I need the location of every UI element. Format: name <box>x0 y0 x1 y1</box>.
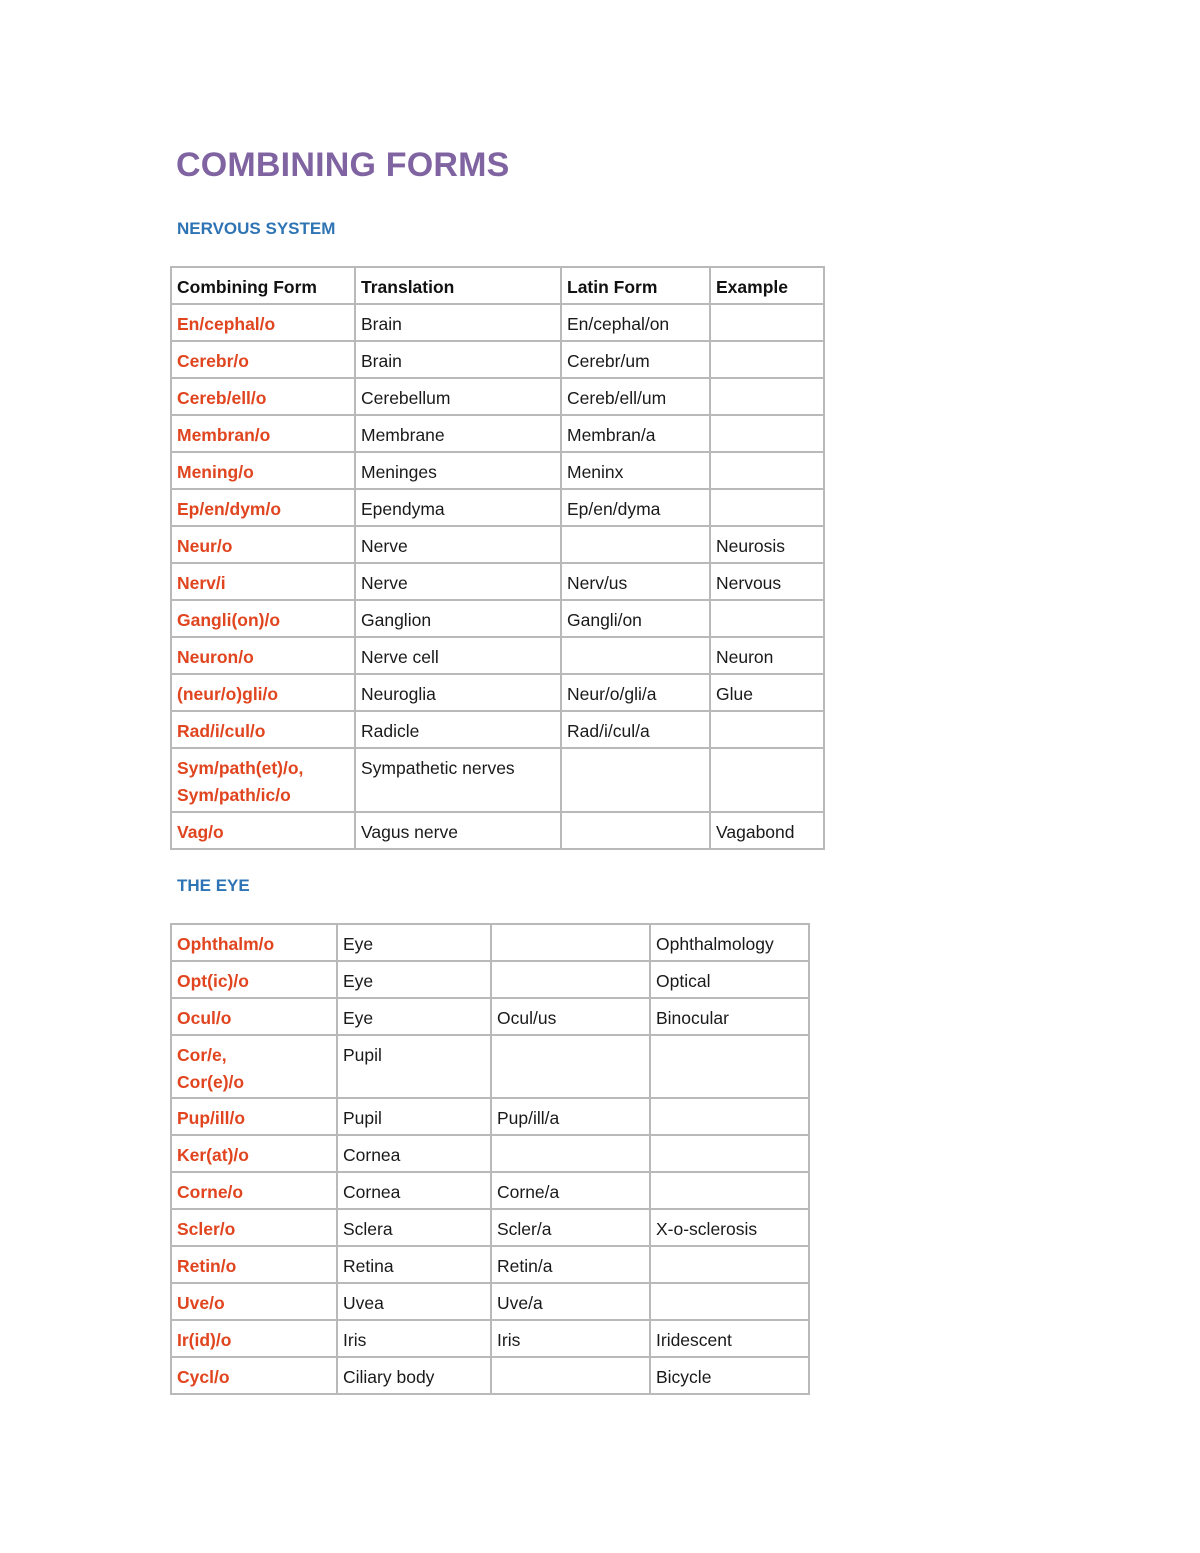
table-row <box>171 378 824 415</box>
latin-form-cell <box>561 748 710 812</box>
combining-form-cell: Ker(at)/o <box>171 1135 337 1172</box>
translation-cell: Uvea <box>337 1283 491 1320</box>
table-row <box>171 1172 809 1209</box>
translation-cell: Nerve <box>355 526 561 563</box>
example-cell <box>650 1098 809 1135</box>
latin-form-cell: Gangli/on <box>561 600 710 637</box>
example-cell <box>710 711 824 748</box>
translation-cell: Eye <box>337 924 491 961</box>
combining-form-cell: Pup/ill/o <box>171 1098 337 1135</box>
combining-form-cell: Neuron/o <box>171 637 355 674</box>
translation-cell: Sclera <box>337 1209 491 1246</box>
example-cell: Neuron <box>710 637 824 674</box>
latin-form-cell: Meninx <box>561 452 710 489</box>
example-cell: Ophthalmology <box>650 924 809 961</box>
page-title: COMBINING FORMS <box>176 146 510 184</box>
combining-form-cell: Corne/o <box>171 1172 337 1209</box>
combining-form-cell: Vag/o <box>171 812 355 849</box>
translation-cell: Cornea <box>337 1172 491 1209</box>
table-row <box>171 812 824 849</box>
translation-cell: Ependyma <box>355 489 561 526</box>
example-cell <box>650 1035 809 1098</box>
example-cell <box>650 1172 809 1209</box>
combining-form-cell: Scler/o <box>171 1209 337 1246</box>
example-cell: Glue <box>710 674 824 711</box>
example-cell <box>650 1135 809 1172</box>
latin-form-cell: Rad/i/cul/a <box>561 711 710 748</box>
table-row <box>171 415 824 452</box>
example-cell <box>710 341 824 378</box>
combining-form-cell: Nerv/i <box>171 563 355 600</box>
example-cell <box>710 304 824 341</box>
combining-form-cell: En/cephal/o <box>171 304 355 341</box>
combining-form-cell: Mening/o <box>171 452 355 489</box>
example-cell <box>710 378 824 415</box>
table-row <box>171 924 809 961</box>
table-row <box>171 1283 809 1320</box>
column-header: Translation <box>355 267 561 304</box>
latin-form-cell: Ep/en/dyma <box>561 489 710 526</box>
combining-form-cell: Neur/o <box>171 526 355 563</box>
combining-form-cell: Cerebr/o <box>171 341 355 378</box>
combining-form-cell: (neur/o)gli/o <box>171 674 355 711</box>
table-row <box>171 304 824 341</box>
table-header-row <box>171 267 824 304</box>
latin-form-cell <box>491 961 650 998</box>
eye-table <box>170 923 810 1395</box>
table-row <box>171 748 824 812</box>
table-row <box>171 1098 809 1135</box>
table-row <box>171 711 824 748</box>
translation-cell: Ciliary body <box>337 1357 491 1394</box>
combining-form-cell: Sym/path(et)/o, Sym/path/ic/o <box>171 748 355 812</box>
example-cell <box>650 1246 809 1283</box>
latin-form-cell: Cereb/ell/um <box>561 378 710 415</box>
translation-cell: Vagus nerve <box>355 812 561 849</box>
latin-form-cell: Nerv/us <box>561 563 710 600</box>
translation-cell: Neuroglia <box>355 674 561 711</box>
combining-form-cell: Ophthalm/o <box>171 924 337 961</box>
example-cell <box>710 452 824 489</box>
latin-form-cell: Ocul/us <box>491 998 650 1035</box>
latin-form-cell: En/cephal/on <box>561 304 710 341</box>
latin-form-cell <box>491 924 650 961</box>
translation-cell: Brain <box>355 341 561 378</box>
combining-form-cell: Opt(ic)/o <box>171 961 337 998</box>
table-row <box>171 526 824 563</box>
combining-form-cell: Cycl/o <box>171 1357 337 1394</box>
example-cell <box>710 489 824 526</box>
section-heading-the-eye: THE EYE <box>177 876 250 895</box>
nervous-system-table <box>170 266 825 850</box>
table-row <box>171 452 824 489</box>
translation-cell: Retina <box>337 1246 491 1283</box>
table-row <box>171 1246 809 1283</box>
table-row <box>171 600 824 637</box>
combining-form-cell: Retin/o <box>171 1246 337 1283</box>
combining-form-cell: Uve/o <box>171 1283 337 1320</box>
translation-cell: Meninges <box>355 452 561 489</box>
combining-form-cell: Cor/e, Cor(e)/o <box>171 1035 337 1098</box>
table-row <box>171 341 824 378</box>
translation-cell: Cornea <box>337 1135 491 1172</box>
table-row <box>171 998 809 1035</box>
latin-form-cell <box>491 1035 650 1098</box>
example-cell: Binocular <box>650 998 809 1035</box>
example-cell: Bicycle <box>650 1357 809 1394</box>
latin-form-cell: Neur/o/gli/a <box>561 674 710 711</box>
example-cell: Neurosis <box>710 526 824 563</box>
latin-form-cell <box>491 1135 650 1172</box>
translation-cell: Nerve <box>355 563 561 600</box>
translation-cell: Cerebellum <box>355 378 561 415</box>
latin-form-cell: Iris <box>491 1320 650 1357</box>
combining-form-cell: Ep/en/dym/o <box>171 489 355 526</box>
example-cell <box>650 1283 809 1320</box>
combining-form-cell: Membran/o <box>171 415 355 452</box>
table-row <box>171 674 824 711</box>
latin-form-cell <box>491 1357 650 1394</box>
combining-form-cell: Ocul/o <box>171 998 337 1035</box>
latin-form-cell: Uve/a <box>491 1283 650 1320</box>
translation-cell: Eye <box>337 998 491 1035</box>
latin-form-cell: Cerebr/um <box>561 341 710 378</box>
combining-form-cell: Rad/i/cul/o <box>171 711 355 748</box>
table-row <box>171 1357 809 1394</box>
table-row <box>171 961 809 998</box>
example-cell: Nervous <box>710 563 824 600</box>
table-row <box>171 1320 809 1357</box>
column-header: Example <box>710 267 824 304</box>
column-header: Latin Form <box>561 267 710 304</box>
example-cell: X-o-sclerosis <box>650 1209 809 1246</box>
example-cell: Iridescent <box>650 1320 809 1357</box>
table-row <box>171 563 824 600</box>
latin-form-cell: Membran/a <box>561 415 710 452</box>
example-cell <box>710 748 824 812</box>
example-cell: Vagabond <box>710 812 824 849</box>
translation-cell: Pupil <box>337 1035 491 1098</box>
example-cell <box>710 415 824 452</box>
translation-cell: Nerve cell <box>355 637 561 674</box>
example-cell: Optical <box>650 961 809 998</box>
translation-cell: Brain <box>355 304 561 341</box>
latin-form-cell: Pup/ill/a <box>491 1098 650 1135</box>
table-row <box>171 489 824 526</box>
translation-cell: Eye <box>337 961 491 998</box>
latin-form-cell: Corne/a <box>491 1172 650 1209</box>
combining-form-cell: Gangli(on)/o <box>171 600 355 637</box>
table-row <box>171 1035 809 1098</box>
latin-form-cell <box>561 637 710 674</box>
latin-form-cell <box>561 526 710 563</box>
translation-cell: Radicle <box>355 711 561 748</box>
latin-form-cell: Retin/a <box>491 1246 650 1283</box>
latin-form-cell <box>561 812 710 849</box>
table-row <box>171 637 824 674</box>
section-heading-nervous-system: NERVOUS SYSTEM <box>177 219 336 238</box>
latin-form-cell: Scler/a <box>491 1209 650 1246</box>
translation-cell: Pupil <box>337 1098 491 1135</box>
combining-form-cell: Cereb/ell/o <box>171 378 355 415</box>
translation-cell: Membrane <box>355 415 561 452</box>
translation-cell: Iris <box>337 1320 491 1357</box>
table-row <box>171 1209 809 1246</box>
translation-cell: Ganglion <box>355 600 561 637</box>
translation-cell: Sympathetic nerves <box>355 748 561 812</box>
example-cell <box>710 600 824 637</box>
column-header: Combining Form <box>171 267 355 304</box>
combining-form-cell: Ir(id)/o <box>171 1320 337 1357</box>
table-row <box>171 1135 809 1172</box>
